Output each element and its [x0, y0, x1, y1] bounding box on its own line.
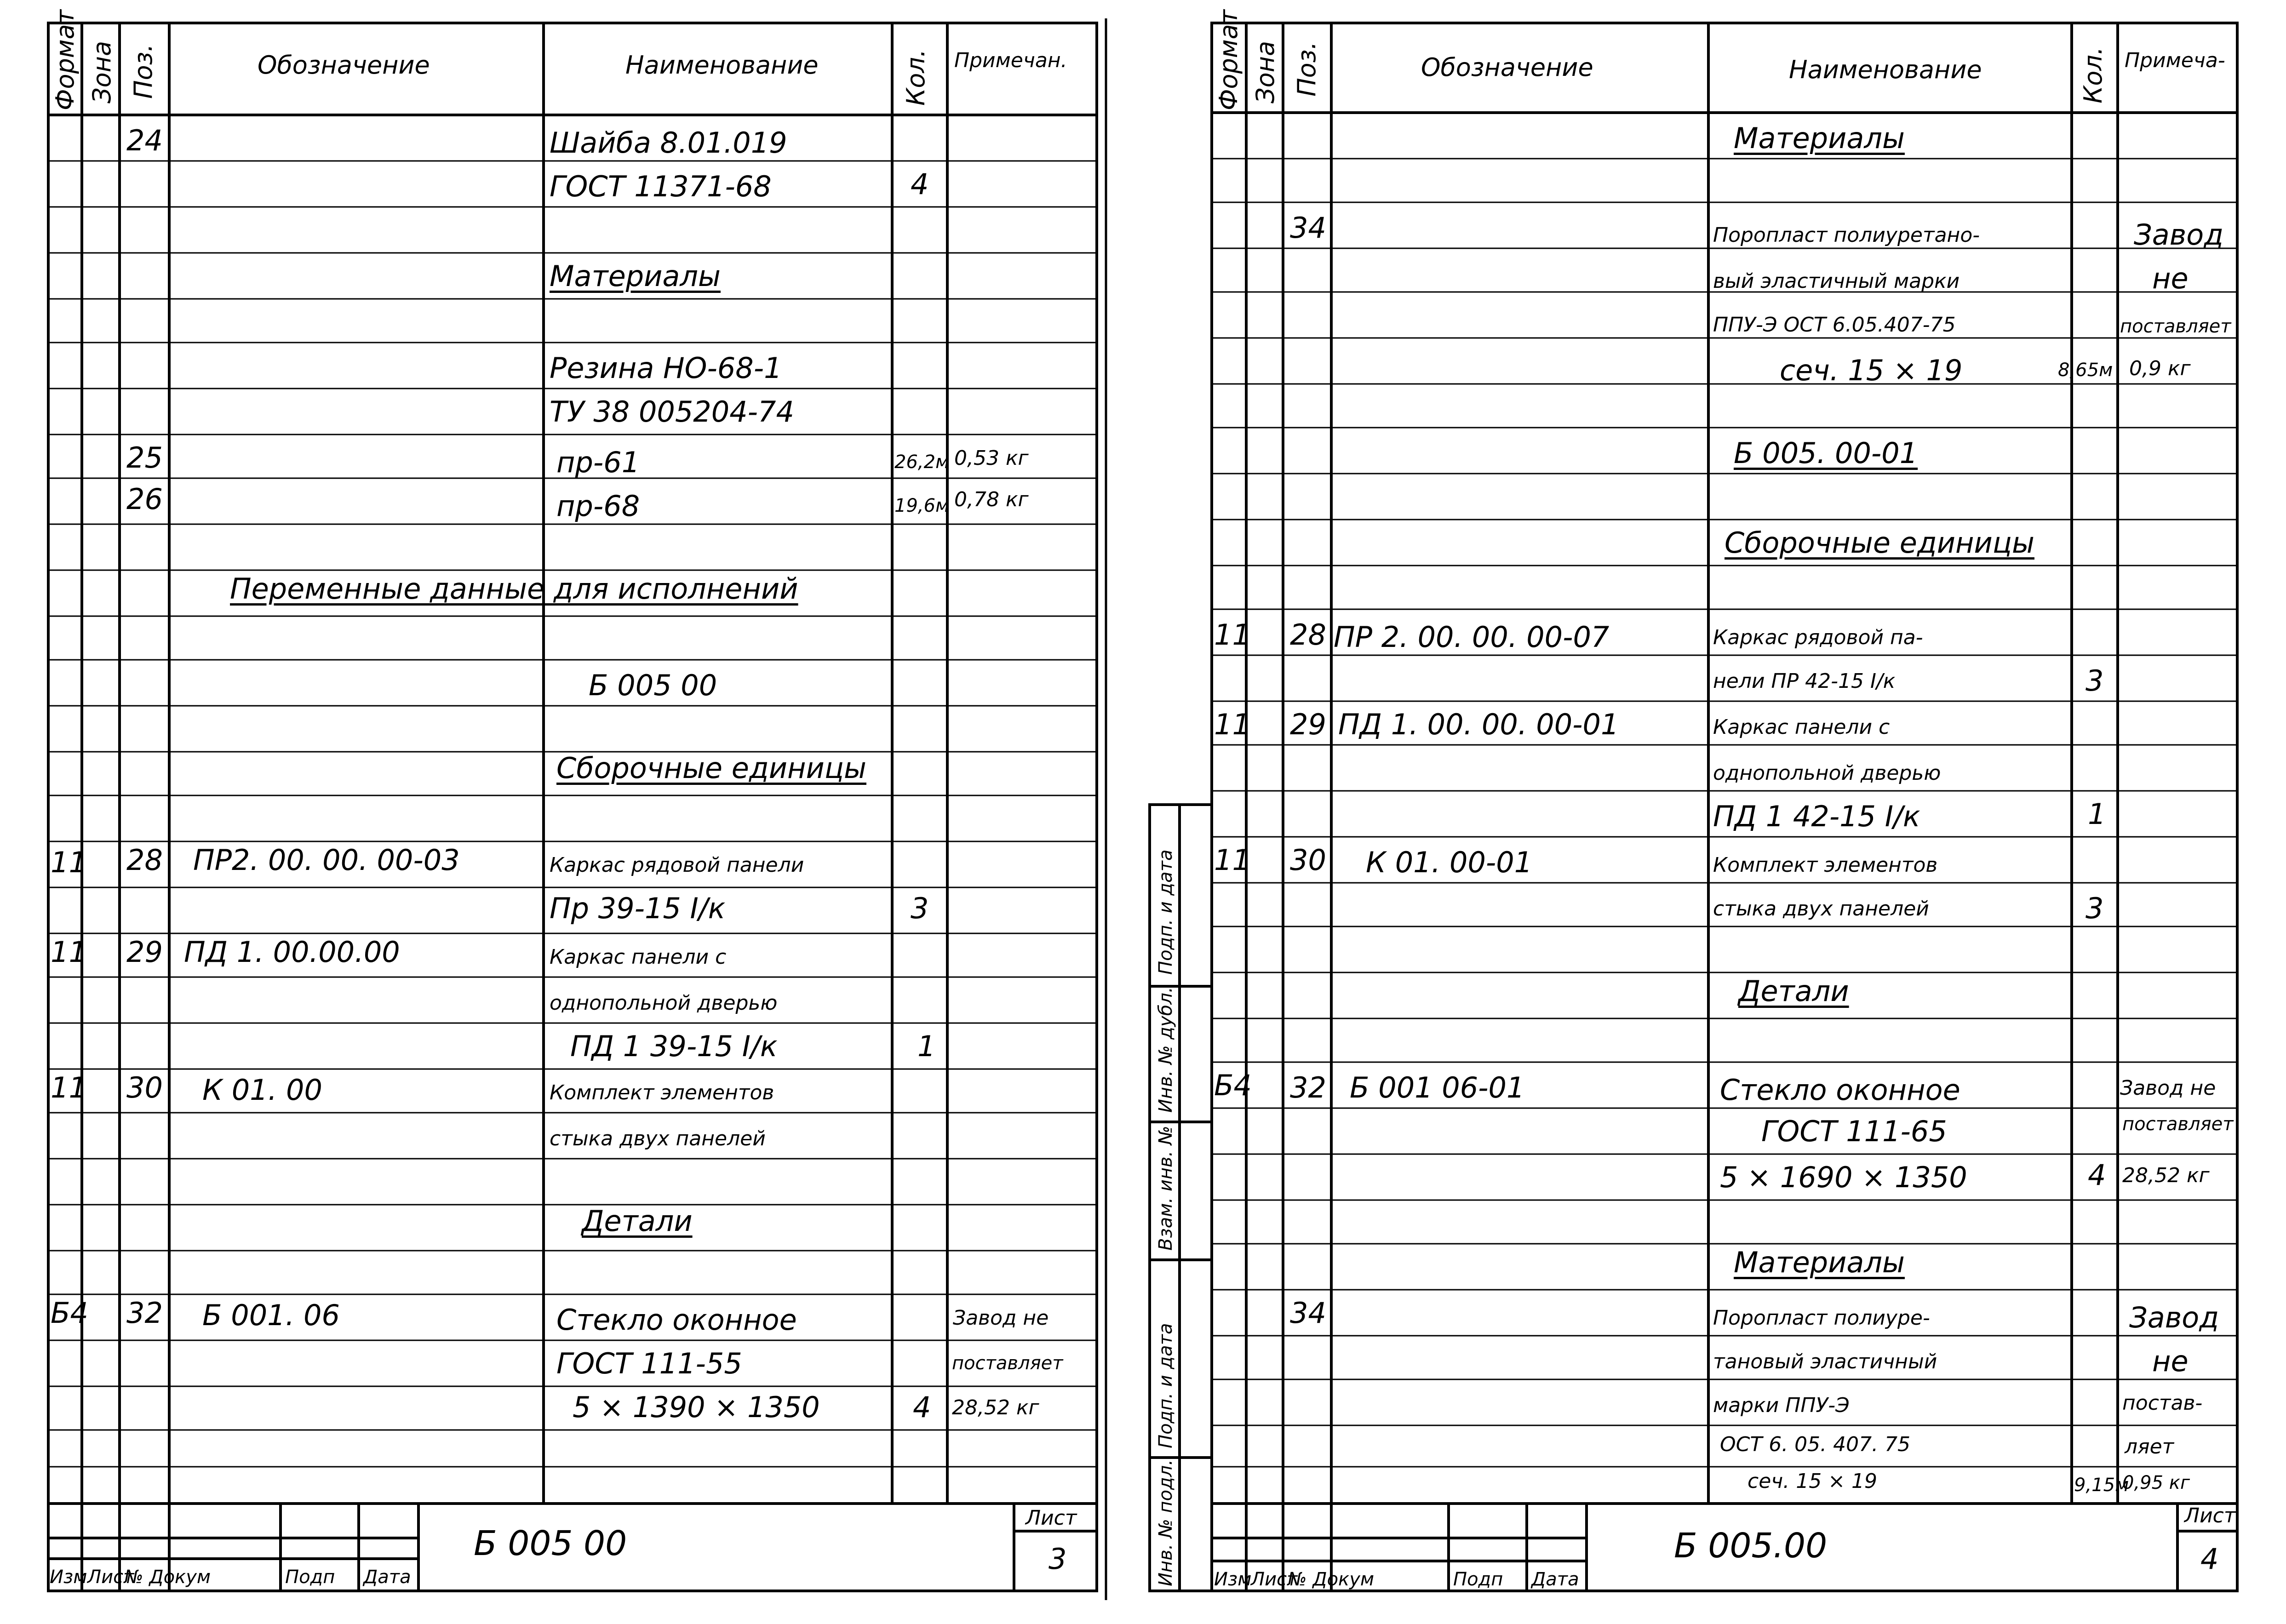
name-value: ПД 1 39-15 I/к: [570, 1029, 778, 1063]
side-label: Инв. № подл.: [1155, 1459, 1176, 1586]
pos-value: 32: [1290, 1071, 1326, 1104]
note-value: 0,53 кг: [954, 446, 1029, 470]
pos-value: 34: [1290, 1296, 1326, 1330]
format-value: 11: [1214, 708, 1250, 741]
header-name: Наименование: [625, 51, 819, 80]
pos-value: 34: [1290, 211, 1326, 245]
side-label: Взам. инв. №: [1155, 1126, 1176, 1251]
note-value: Завод не: [953, 1306, 1049, 1330]
section-heading: Детали: [582, 1204, 693, 1238]
note-value: поставляет: [2120, 316, 2231, 337]
tb-label-data: Дата: [1531, 1569, 1579, 1590]
format-value: 11: [51, 846, 87, 879]
name-value: ОСТ 6. 05. 407. 75: [1720, 1433, 1911, 1456]
qty-value: 4: [913, 1390, 931, 1424]
qty-value: 8,65м: [2058, 360, 2113, 381]
pos-value: 29: [1290, 708, 1326, 741]
section-heading: Сборочные единицы: [556, 751, 867, 785]
pos-value: 29: [126, 935, 163, 969]
format-value: Б4: [1214, 1069, 1252, 1102]
format-value: 11: [1214, 843, 1250, 877]
note-value: 0,78 кг: [954, 488, 1029, 511]
header-designation: Обозначение: [1421, 53, 1593, 82]
name-value: сеч. 15 × 19: [1780, 354, 1963, 387]
document-number: Б 005.00: [1674, 1526, 1828, 1566]
name-value: ГОСТ 111-55: [556, 1347, 742, 1380]
tb-label-izm: Изм: [50, 1567, 87, 1588]
pos-value: 24: [126, 124, 163, 157]
name-value: ГОСТ 111-65: [1761, 1115, 1947, 1148]
name-value: пр-61: [556, 446, 640, 479]
name-value: Резина НО-68-1: [550, 351, 782, 385]
qty-value: 4: [2088, 1158, 2106, 1192]
format-value: 11: [51, 935, 87, 969]
designation-value: ПР 2. 00. 00. 00-07: [1334, 620, 1610, 654]
note-value: Завод: [2129, 1301, 2219, 1334]
qty-value: 4: [911, 167, 929, 201]
side-label: Подп. и дата: [1155, 1323, 1176, 1448]
pos-value: 25: [126, 441, 163, 475]
tb-label-data: Дата: [363, 1567, 411, 1588]
note-value: Завод не: [2120, 1076, 2216, 1100]
name-value: Каркас панели с: [1713, 715, 1890, 739]
qty-value: 26,2м: [894, 452, 950, 473]
name-value: стыка двух панелей: [1713, 897, 1929, 921]
name-value: однопольной дверью: [550, 991, 778, 1015]
format-value: 11: [51, 1071, 87, 1104]
qty-value: 3: [2085, 892, 2104, 925]
name-value: Б 005 00: [589, 669, 717, 702]
section-heading: Сборочные единицы: [1725, 526, 2035, 560]
header-designation: Обозначение: [258, 51, 430, 80]
header-note: Примеча-: [2125, 49, 2225, 72]
name-value: вый эластичный марки: [1713, 269, 1960, 293]
qty-value: 1: [2088, 797, 2106, 831]
name-value: Комплект элементов: [550, 1081, 774, 1104]
header-zone: Зона: [87, 40, 116, 103]
note-value: не: [2152, 262, 2189, 295]
name-value: Стекло оконное: [556, 1303, 797, 1337]
sheet-number: 4: [2200, 1542, 2219, 1576]
name-value: Поропласт полиуретано-: [1713, 223, 1980, 247]
name-value: тановый эластичный: [1713, 1350, 1937, 1373]
note-value: 28,52 кг: [2122, 1164, 2210, 1187]
section-heading: Детали: [1738, 974, 1849, 1008]
pos-value: 30: [1290, 843, 1326, 877]
qty-value: 19,6м: [894, 495, 950, 516]
qty-value: 3: [2085, 664, 2104, 698]
note-value: 0,9 кг: [2129, 357, 2191, 380]
name-value: Каркас рядовой панели: [550, 853, 804, 877]
name-value: марки ППУ-Э: [1713, 1394, 1850, 1417]
name-value: 5 × 1690 × 1350: [1720, 1161, 1967, 1194]
designation-value: К 01. 00-01: [1366, 846, 1533, 879]
format-value: 11: [1214, 618, 1250, 652]
tb-label-izm: Изм: [1214, 1569, 1252, 1590]
designation-value: Б 001 06-01: [1350, 1071, 1525, 1104]
format-value: Б4: [51, 1296, 88, 1330]
section-heading: Материалы: [1734, 121, 1905, 155]
pos-value: 32: [126, 1296, 163, 1330]
note-value: постав-: [2122, 1391, 2203, 1415]
header-format: Формат: [51, 9, 80, 110]
sheet-label: Лист: [2184, 1504, 2236, 1527]
note-value: поставляет: [2122, 1114, 2234, 1135]
name-value: Комплект элементов: [1713, 853, 1938, 877]
tb-label-podp: Подп: [285, 1567, 335, 1588]
name-value: Шайба 8.01.019: [550, 126, 787, 160]
tb-label-ndoc: № Докум: [124, 1567, 211, 1588]
pos-value: 26: [126, 482, 163, 516]
note-value: поставляет: [952, 1353, 1063, 1374]
designation-value: Б 001. 06: [202, 1298, 340, 1332]
pos-value: 30: [126, 1071, 163, 1104]
name-value: пр-68: [556, 489, 640, 523]
section-heading: Материалы: [1734, 1246, 1905, 1279]
name-value: 5 × 1390 × 1350: [573, 1390, 820, 1424]
header-note: Примечан.: [954, 49, 1067, 72]
side-label: Подп. и дата: [1155, 849, 1176, 975]
name-value: Каркас панели с: [550, 945, 727, 969]
tb-label-list: Лист: [1251, 1569, 1298, 1590]
name-value: Пр 39-15 I/к: [550, 892, 726, 925]
tb-label-podp: Подп: [1453, 1569, 1503, 1590]
name-value: стыка двух панелей: [550, 1127, 766, 1150]
name-value: Поропласт полиуре-: [1713, 1306, 1930, 1330]
header-qty: Кол.: [901, 49, 930, 106]
designation-value: ПД 1. 00. 00. 00-01: [1338, 708, 1619, 741]
name-value: ГОСТ 11371-68: [550, 170, 772, 203]
designation-value: К 01. 00: [202, 1073, 322, 1107]
side-label: Инв. № дубл.: [1155, 987, 1176, 1113]
name-value: ПД 1 42-15 I/к: [1713, 800, 1920, 833]
name-value: Стекло оконное: [1720, 1073, 1960, 1107]
qty-value: 1: [917, 1029, 936, 1063]
section-heading: Б 005. 00-01: [1734, 436, 1918, 470]
qty-value: 9,15м: [2074, 1475, 2129, 1496]
name-value: однопольной дверью: [1713, 761, 1941, 785]
note-value: 0,95 кг: [2122, 1472, 2190, 1493]
tb-label-ndoc: № Докум: [1288, 1569, 1375, 1590]
section-heading: Переменные данные для исполнений: [230, 572, 798, 606]
name-value: Каркас рядовой па-: [1713, 626, 1923, 649]
header-qty: Кол.: [2079, 46, 2108, 103]
sheet-number: 3: [1048, 1542, 1067, 1576]
name-value: сеч. 15 × 19: [1747, 1470, 1878, 1493]
header-pos: Поз.: [1292, 41, 1321, 97]
note-value: Завод: [2134, 218, 2224, 252]
qty-value: 3: [911, 892, 929, 925]
designation-value: ПР2. 00. 00. 00-03: [193, 843, 460, 877]
pos-value: 28: [1290, 618, 1326, 652]
header-format: Формат: [1214, 9, 1243, 110]
note-value: не: [2152, 1344, 2189, 1378]
name-value: ППУ-Э ОСТ 6.05.407-75: [1713, 313, 1956, 337]
document-number: Б 005 00: [474, 1524, 627, 1563]
designation-value: ПД 1. 00.00.00: [184, 935, 400, 969]
sheet-label: Лист: [1026, 1506, 1077, 1530]
tb-label-list: Лист: [87, 1567, 134, 1588]
name-value: нели ПР 42-15 I/к: [1713, 669, 1896, 693]
note-value: ляет: [2125, 1435, 2174, 1458]
name-value: ТУ 38 005204-74: [550, 395, 794, 429]
header-name: Наименование: [1789, 55, 1982, 84]
section-heading: Материалы: [550, 259, 721, 293]
header-pos: Поз.: [129, 44, 158, 99]
header-zone: Зона: [1251, 40, 1280, 103]
pos-value: 28: [126, 843, 163, 877]
note-value: 28,52 кг: [952, 1396, 1039, 1419]
